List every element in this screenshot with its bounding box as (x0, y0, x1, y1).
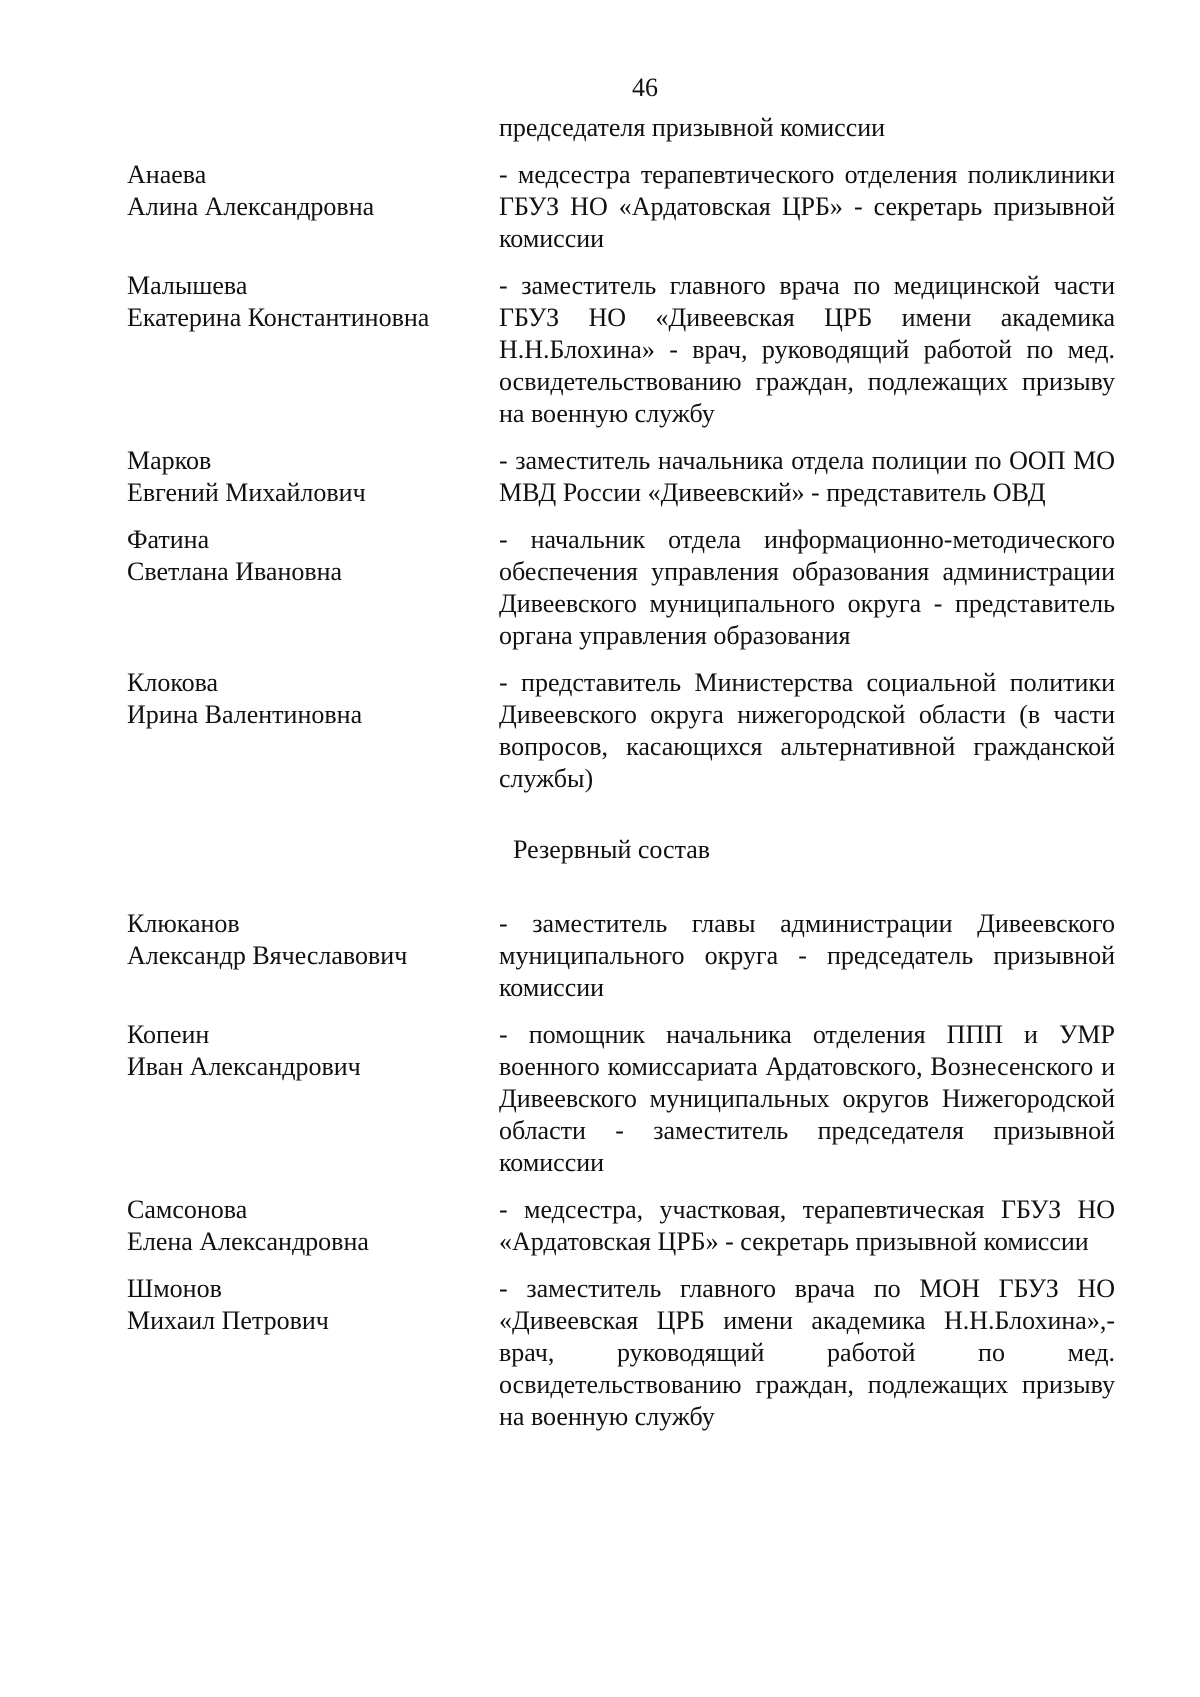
member-entry (127, 270, 1115, 430)
reserve-member-entry (127, 908, 1115, 1004)
member-role: - медсестра терапевтического отделения поликлиники ГБУЗ НО «Ардатовская ЦРБ» - секретарь призывной комиссии (499, 160, 1115, 253)
member-role: - заместитель главного врача по МОН ГБУЗ НО «Дивеевская ЦРБ имени академика Н.Н.Блохина»,- врач, руководящий работой по мед. освидетельствованию граждан, подлежащих призыву на военную службу (499, 1274, 1115, 1431)
member-entry (127, 445, 1115, 509)
member-surname: Копеин (127, 1020, 210, 1049)
member-surname: Фатина (127, 525, 210, 554)
member-name (127, 270, 499, 430)
member-name (127, 667, 499, 795)
continuation-entry (127, 112, 1115, 144)
member-role: - заместитель главного врача по медицинской части ГБУЗ НО «Дивеевская ЦРБ имени академика Н.Н.Блохина» - врач, руководящий работой по мед. освидетельствованию граждан, подлежащих призыву на военную службу (499, 271, 1115, 428)
member-name (127, 1273, 499, 1433)
member-role: - заместитель начальника отдела полиции по ООП МО МВД России «Дивеевский» - представитель ОВД (499, 446, 1115, 507)
member-given-names: Екатерина Константиновна (127, 303, 430, 332)
member-surname: Клюканов (127, 909, 240, 938)
member-given-names: Ирина Валентиновна (127, 700, 363, 729)
member-given-names: Иван Александрович (127, 1052, 361, 1081)
member-given-names: Светлана Ивановна (127, 557, 343, 586)
member-surname: Самсонова (127, 1195, 248, 1224)
member-given-names: Евгений Михайлович (127, 478, 366, 507)
member-role: - начальник отдела информационно-методического обеспечения управления образования администрации Дивеевского муниципального округа - представитель органа управления образования (499, 525, 1115, 650)
member-entry (127, 159, 1115, 255)
member-role: - представитель Министерства социальной политики Дивеевского округа нижегородской области (в части вопросов, касающихся альтернативной гражданской службы) (499, 668, 1115, 793)
member-name (127, 159, 499, 255)
continuation-text: председателя призывной комиссии (499, 113, 886, 142)
member-role: - заместитель главы администрации Дивеевского муниципального округа - председатель призывной комиссии (499, 909, 1115, 1002)
member-given-names: Елена Александровна (127, 1227, 369, 1256)
member-surname: Шмонов (127, 1274, 222, 1303)
member-name (127, 524, 499, 652)
commission-list (127, 112, 1115, 1448)
reserve-member-entry (127, 1194, 1115, 1258)
member-given-names: Александр Вячеславович (127, 941, 408, 970)
member-surname: Малышева (127, 271, 248, 300)
reserve-section-title: Резервный состав (513, 835, 711, 864)
member-entry (127, 524, 1115, 652)
member-name (127, 908, 499, 1004)
member-role: - помощник начальника отделения ППП и УМР военного комиссариата Ардатовского, Вознесенского и Дивеевского муниципальных округов Нижегородской области - заместитель председателя призывной комиссии (499, 1020, 1115, 1177)
member-role: - медсестра, участковая, терапевтическая ГБУЗ НО «Ардатовская ЦРБ» - секретарь призывной комиссии (499, 1195, 1115, 1256)
member-given-names: Алина Александровна (127, 192, 375, 221)
member-surname: Анаева (127, 160, 207, 189)
reserve-member-entry (127, 1019, 1115, 1179)
member-name (127, 445, 499, 509)
member-surname: Клокова (127, 668, 219, 697)
reserve-member-entry (127, 1273, 1115, 1433)
member-entry (127, 667, 1115, 795)
member-name (127, 1019, 499, 1179)
member-name (127, 1194, 499, 1258)
member-given-names: Михаил Петрович (127, 1306, 329, 1335)
empty-name-cell (127, 112, 499, 144)
page-number: 46 (632, 73, 658, 102)
member-surname: Марков (127, 446, 212, 475)
